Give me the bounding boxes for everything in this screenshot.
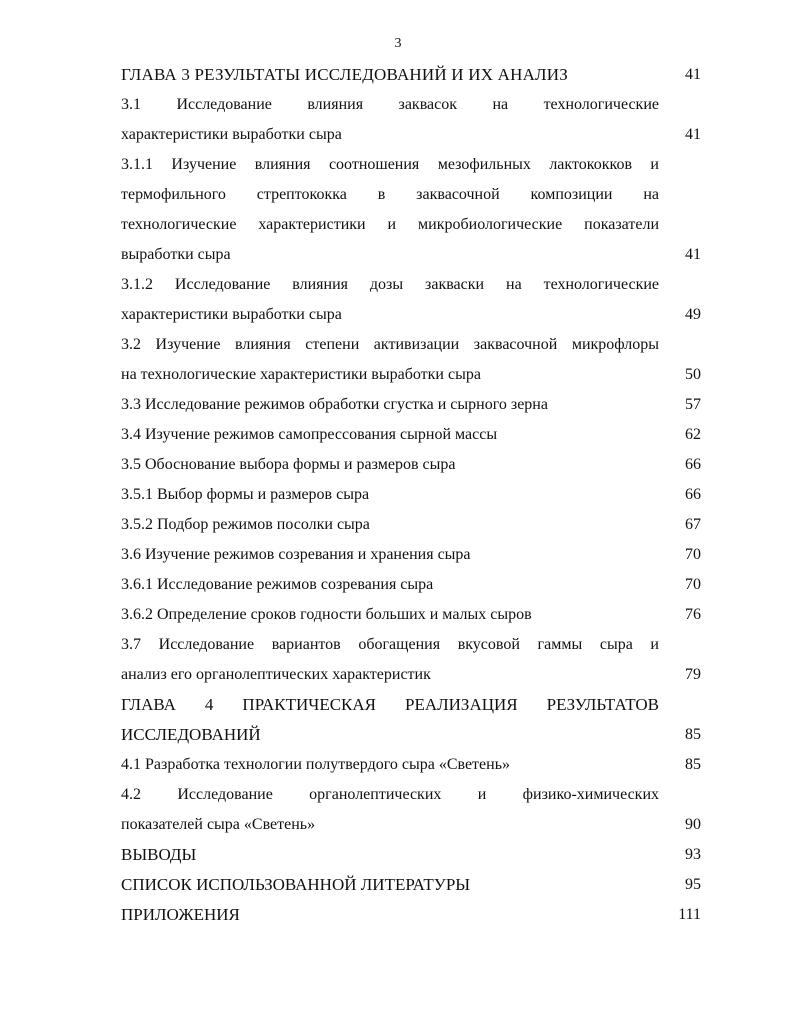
table-of-contents [121,60,701,930]
toc-entry-title: 3.5 Обоснование выбора формы и размеров сыра [121,456,456,473]
toc-entry-title-line: характеристики выработки сыра [121,306,342,323]
toc-entry-page: 41 [685,246,701,263]
toc-entry-title: 3.5.2 Подбор режимов посолки сыра [121,516,370,533]
toc-entry-3-7 [121,630,701,690]
toc-entry-3-2 [121,330,701,390]
toc-entry-title-line: выработки сыра [121,246,231,263]
toc-entry-title: СПИСОК ИСПОЛЬЗОВАННОЙ ЛИТЕРАТУРЫ [121,875,471,894]
toc-entry-page: 41 [685,126,701,143]
toc-entry-title: ПРИЛОЖЕНИЯ [121,905,240,924]
toc-entry-3-3 [121,390,701,420]
toc-entry-title-line: термофильного стрептококка в заквасочной композиции на [121,186,659,203]
toc-entry-page: 49 [685,306,701,323]
toc-entry-page: 95 [685,876,701,893]
toc-entry-chapter-3 [121,60,701,90]
toc-entry-page: 66 [685,456,701,473]
toc-entry-page: 50 [685,366,701,383]
page-number: 3 [394,36,402,51]
toc-entry-title: ВЫВОДЫ [121,845,197,864]
toc-entry-title-line: технологические характеристики и микробиологические показатели [121,216,659,233]
toc-entry-page: 66 [685,486,701,503]
toc-entry-title-line: характеристики выработки сыра [121,126,342,143]
toc-entry-title-line: 3.1.1 Изучение влияния соотношения мезофильных лактококков и [121,156,659,173]
toc-entry-3-1-2 [121,270,701,330]
toc-entry-title: 3.6.2 Определение сроков годности больших и малых сыров [121,606,532,623]
toc-entry-title-line: ИССЛЕДОВАНИЙ [121,725,261,744]
toc-entry-3-1-1 [121,150,701,270]
toc-entry-3-5-1 [121,480,701,510]
toc-entry-3-6-1 [121,570,701,600]
toc-entry-title-line: 3.7 Исследование вариантов обогащения вкусовой гаммы сыра и [121,636,659,653]
toc-entry-title-line: ГЛАВА 4 ПРАКТИЧЕСКАЯ РЕАЛИЗАЦИЯ РЕЗУЛЬТАТОВ [121,695,659,714]
toc-entry-page: 79 [685,666,701,683]
toc-entry-page: 76 [685,606,701,623]
toc-entry-page: 57 [685,396,701,413]
toc-entry-4-1 [121,750,701,780]
toc-entry-page: 67 [685,516,701,533]
toc-entry-title: ГЛАВА 3 РЕЗУЛЬТАТЫ ИССЛЕДОВАНИЙ И ИХ АНАЛИЗ [121,65,568,84]
toc-entry-page: 111 [678,906,701,923]
toc-entry-title: 3.6.1 Исследование режимов созревания сыра [121,576,434,593]
toc-entry-title: 3.5.1 Выбор формы и размеров сыра [121,486,370,503]
toc-entry-3-4 [121,420,701,450]
toc-entry-title-line: 3.1 Исследование влияния заквасок на технологические [121,96,659,113]
toc-entry-title-line: показателей сыра «Светень» [121,816,316,833]
toc-entry-title: 3.4 Изучение режимов самопрессования сырной массы [121,426,498,443]
toc-entry-3-6 [121,540,701,570]
toc-entry-page: 90 [685,816,701,833]
toc-entry-title-line: 3.2 Изучение влияния степени активизации заквасочной микрофлоры [121,336,659,353]
toc-entry-page: 93 [685,846,701,863]
toc-entry-page: 85 [685,756,701,773]
toc-entry-title: 3.3 Исследование режимов обработки сгустка и сырного зерна [121,396,548,413]
toc-entry-title-line: 4.2 Исследование органолептических и физико-химических [121,786,659,803]
toc-entry-title: 3.6 Изучение режимов созревания и хранения сыра [121,546,471,563]
toc-entry-chapter-4 [121,690,701,750]
toc-entry-page: 62 [685,426,701,443]
toc-entry-appendices [121,900,701,930]
toc-entry-conclusions [121,840,701,870]
toc-entry-page: 85 [685,726,701,743]
toc-entry-page: 70 [685,576,701,593]
toc-entry-3-6-2 [121,600,701,630]
toc-entry-3-5-2 [121,510,701,540]
toc-entry-3-1 [121,90,701,150]
toc-entry-page: 70 [685,546,701,563]
toc-entry-page: 41 [685,66,701,83]
toc-entry-references [121,870,701,900]
toc-entry-3-5 [121,450,701,480]
toc-entry-title-line: анализ его органолептических характеристик [121,666,431,683]
toc-entry-title-line: 3.1.2 Исследование влияния дозы закваски на технологические [121,276,659,293]
toc-entry-4-2 [121,780,701,840]
toc-entry-title-line: на технологические характеристики выработки сыра [121,366,481,383]
toc-entry-title: 4.1 Разработка технологии полутвердого сыра «Светень» [121,756,511,773]
